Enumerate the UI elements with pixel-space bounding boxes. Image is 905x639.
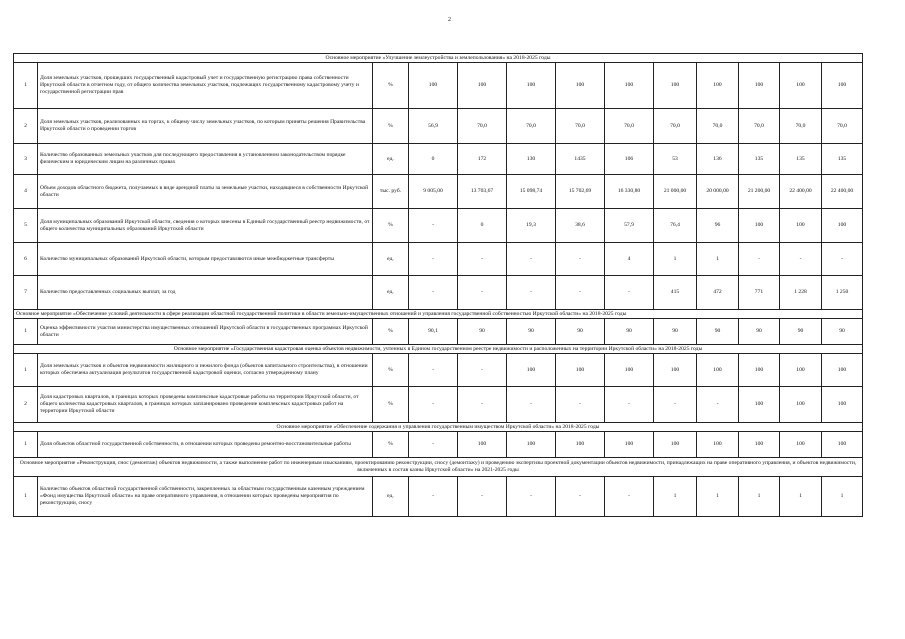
- value-cell: 70,0: [507, 109, 556, 144]
- row-number: 1: [14, 477, 38, 517]
- value-cell: 90: [605, 319, 654, 345]
- value-cell: 1: [822, 477, 863, 517]
- value-cell: -: [556, 276, 605, 310]
- value-cell: 70,0: [780, 109, 822, 144]
- value-cell: 100: [556, 63, 605, 109]
- unit-cell: %: [373, 209, 409, 243]
- value-cell: 100: [458, 432, 507, 458]
- unit-cell: тыс. руб.: [373, 175, 409, 209]
- value-cell: 90: [697, 319, 739, 345]
- value-cell: 4: [605, 243, 654, 276]
- table-row: [14, 209, 863, 243]
- value-cell: -: [458, 387, 507, 423]
- section-header-row: [14, 458, 863, 477]
- section-title: Основное мероприятие «Реконструкция, снос (демонтаж) объектов недвижимости, а также выполнение работ по инженерным изысканиям, проектированию реконструкции, сносу (демонтажу) и проведению экспертизы проектной документации объектов недвижимости, принадлежащих на праве оперативного управления, и объектов недвижимости, включенных в состав казны Иркутской области» на 2021-2025 годы: [14, 458, 863, 477]
- section-header-row: [14, 345, 863, 354]
- value-cell: 106: [605, 144, 654, 175]
- value-cell: 100: [780, 432, 822, 458]
- row-number: 1: [14, 63, 38, 109]
- indicator-name: Доля земельных участков, реализованных на торгах, к общему числу земельных участков, по которым приняты решения Правительства Иркутской области о проведении торгов: [38, 109, 373, 144]
- row-number: 5: [14, 209, 38, 243]
- value-cell: 100: [780, 209, 822, 243]
- table-row: [14, 387, 863, 423]
- value-cell: 771: [739, 276, 780, 310]
- indicator-name: Доля кадастровых кварталов, в границах которых проведены комплексные кадастровые работы на территории Иркутской области, от общего количества кадастровых кварталов, в границах которых запланировано проведение комплексных кадастровых работ на территории Иркутской области: [38, 387, 373, 423]
- section-header-row: [14, 310, 863, 319]
- value-cell: -: [822, 243, 863, 276]
- row-number: 3: [14, 144, 38, 175]
- value-cell: 1: [697, 243, 739, 276]
- value-cell: 90: [556, 319, 605, 345]
- page-number: 2: [448, 17, 451, 23]
- unit-cell: %: [373, 319, 409, 345]
- value-cell: 90: [507, 319, 556, 345]
- unit-cell: ед.: [373, 144, 409, 175]
- section-title: Основное мероприятие «Обеспечение содержания и управления государственным имуществом Иркутской области» на 2018-2025 годы: [14, 423, 863, 432]
- value-cell: 20 000,00: [697, 175, 739, 209]
- value-cell: 100: [507, 354, 556, 387]
- table-row: [14, 354, 863, 387]
- value-cell: 100: [507, 63, 556, 109]
- unit-cell: %: [373, 63, 409, 109]
- value-cell: 100: [556, 354, 605, 387]
- value-cell: 16 330,80: [605, 175, 654, 209]
- value-cell: -: [458, 243, 507, 276]
- value-cell: 100: [822, 387, 863, 423]
- section-header-row: [14, 423, 863, 432]
- value-cell: 9 005,00: [409, 175, 458, 209]
- indicator-name: Количество муниципальных образований Иркутской области, которым предоставляются иные межбюджетные трансферты: [38, 243, 373, 276]
- value-cell: -: [409, 432, 458, 458]
- value-cell: 1 228: [780, 276, 822, 310]
- value-cell: 100: [697, 63, 739, 109]
- value-cell: 100: [605, 432, 654, 458]
- value-cell: 100: [822, 354, 863, 387]
- value-cell: 70,0: [556, 109, 605, 144]
- value-cell: 172: [458, 144, 507, 175]
- value-cell: 1: [654, 243, 697, 276]
- value-cell: 1435: [556, 144, 605, 175]
- table-row: [14, 432, 863, 458]
- row-number: 7: [14, 276, 38, 310]
- value-cell: 130: [507, 144, 556, 175]
- value-cell: -: [605, 276, 654, 310]
- indicator-name: Объем доходов областного бюджета, получаемых в виде арендной платы за земельные участки, находящиеся в собственности Иркутской области: [38, 175, 373, 209]
- section-title: Основное мероприятие «Государственная кадастровая оценка объектов недвижимости, учтенных в Едином государственном реестре недвижимости и расположенных на территории Иркутской области» на 2018-2025 годы: [14, 345, 863, 354]
- value-cell: -: [556, 387, 605, 423]
- indicator-name: Количество образованных земельных участков для последующего предоставления в установленном законодательством порядке физическим и юридическим лицам на различных правах: [38, 144, 373, 175]
- indicator-name: Доля объектов областной государственной собственности, в отношении которых проведены ремонтно-восстановительные работы: [38, 432, 373, 458]
- value-cell: -: [507, 243, 556, 276]
- value-cell: 70,0: [739, 109, 780, 144]
- value-cell: -: [780, 243, 822, 276]
- value-cell: 90: [654, 319, 697, 345]
- value-cell: 100: [739, 209, 780, 243]
- value-cell: -: [507, 387, 556, 423]
- table-row: [14, 109, 863, 144]
- value-cell: 96: [697, 209, 739, 243]
- unit-cell: ед.: [373, 276, 409, 310]
- table-row: [14, 477, 863, 517]
- value-cell: 100: [822, 209, 863, 243]
- value-cell: -: [409, 243, 458, 276]
- value-cell: 135: [780, 144, 822, 175]
- value-cell: -: [409, 354, 458, 387]
- value-cell: 13 703,67: [458, 175, 507, 209]
- value-cell: 70,0: [822, 109, 863, 144]
- value-cell: 100: [507, 432, 556, 458]
- value-cell: 70,0: [654, 109, 697, 144]
- row-number: 1: [14, 354, 38, 387]
- value-cell: 100: [780, 387, 822, 423]
- indicator-name: Доля земельных участков и объектов недвижимости жилищного и нежилого фонда (объектов капитального строительства), в отношении которых обеспечена актуализация результатов государственной кадастровой оценки, согласно утвержденному плану: [38, 354, 373, 387]
- indicators-table: [13, 53, 863, 517]
- value-cell: 70,0: [697, 109, 739, 144]
- value-cell: 135: [739, 144, 780, 175]
- value-cell: 0: [409, 144, 458, 175]
- value-cell: 100: [780, 63, 822, 109]
- value-cell: 100: [739, 387, 780, 423]
- value-cell: -: [556, 477, 605, 517]
- row-number: 1: [14, 319, 38, 345]
- indicator-name: Доля земельных участков, прошедших государственный кадастровый учет и государственную регистрацию права собственности Иркутской области в отчетном году, от общего количества земельных участков, подлежащих государственному кадастровому учету и государственной регистрации прав: [38, 63, 373, 109]
- value-cell: -: [458, 276, 507, 310]
- value-cell: 70,0: [605, 109, 654, 144]
- value-cell: 100: [654, 63, 697, 109]
- table-row: [14, 319, 863, 345]
- value-cell: 76,4: [654, 209, 697, 243]
- value-cell: 100: [697, 432, 739, 458]
- value-cell: 22 400,00: [780, 175, 822, 209]
- value-cell: 100: [654, 354, 697, 387]
- unit-cell: %: [373, 432, 409, 458]
- value-cell: 90: [739, 319, 780, 345]
- value-cell: 135: [822, 144, 863, 175]
- value-cell: 100: [739, 354, 780, 387]
- value-cell: 136: [697, 144, 739, 175]
- value-cell: -: [605, 387, 654, 423]
- value-cell: 90,1: [409, 319, 458, 345]
- value-cell: 472: [697, 276, 739, 310]
- indicator-name: Количество объектов областной государственной собственности, закрепленных за областным государственным казенным учреждением «Фонд имущества Иркутской области» на праве оперативного управления, в отношении которых проведены мероприятия по реконструкции, сносу: [38, 477, 373, 517]
- table-row: [14, 276, 863, 310]
- unit-cell: ед.: [373, 477, 409, 517]
- value-cell: 100: [697, 354, 739, 387]
- section-header-row: [14, 54, 863, 63]
- value-cell: 100: [605, 354, 654, 387]
- value-cell: 100: [780, 354, 822, 387]
- value-cell: 56,9: [409, 109, 458, 144]
- value-cell: 15 702,69: [556, 175, 605, 209]
- indicator-name: Доля муниципальных образований Иркутской области, сведения о которых внесены в Единый государственный реестр недвижимости, от общего количества муниципальных образований Иркутской области: [38, 209, 373, 243]
- value-cell: 90: [458, 319, 507, 345]
- table-body: [14, 54, 863, 517]
- table-row: [14, 144, 863, 175]
- unit-cell: %: [373, 109, 409, 144]
- value-cell: 57,9: [605, 209, 654, 243]
- value-cell: 0: [458, 209, 507, 243]
- value-cell: -: [409, 477, 458, 517]
- table-row: [14, 63, 863, 109]
- row-number: 4: [14, 175, 38, 209]
- unit-cell: %: [373, 387, 409, 423]
- value-cell: 100: [822, 432, 863, 458]
- value-cell: 15 098,74: [507, 175, 556, 209]
- table-row: [14, 175, 863, 209]
- section-title: Основное мероприятие «Обеспечение условий деятельности в сфере реализации областной государственной политики в области земельно-имущественных отношений и управления государственной собственностью Иркутской области» на 2018-2025 годы: [14, 310, 863, 319]
- value-cell: -: [654, 387, 697, 423]
- value-cell: 22 400,00: [822, 175, 863, 209]
- value-cell: 1: [654, 477, 697, 517]
- unit-cell: ед.: [373, 243, 409, 276]
- value-cell: -: [409, 387, 458, 423]
- value-cell: 100: [739, 63, 780, 109]
- unit-cell: %: [373, 354, 409, 387]
- value-cell: 1: [739, 477, 780, 517]
- value-cell: -: [507, 276, 556, 310]
- value-cell: -: [556, 243, 605, 276]
- value-cell: 1: [697, 477, 739, 517]
- value-cell: -: [605, 477, 654, 517]
- value-cell: 19,3: [507, 209, 556, 243]
- indicator-name: Оценка эффективности участия министерства имущественных отношений Иркутской области в государственных программах Иркутской области: [38, 319, 373, 345]
- value-cell: 415: [654, 276, 697, 310]
- value-cell: 100: [556, 432, 605, 458]
- value-cell: 1 250: [822, 276, 863, 310]
- table-row: [14, 243, 863, 276]
- indicator-name: Количество предоставленных социальных выплат, за год: [38, 276, 373, 310]
- row-number: 2: [14, 109, 38, 144]
- value-cell: 21 200,00: [739, 175, 780, 209]
- value-cell: -: [409, 209, 458, 243]
- value-cell: 100: [458, 63, 507, 109]
- value-cell: 100: [739, 432, 780, 458]
- section-title: Основное мероприятие «Улучшение землеустройства и землепользования» на 2018-2025 годы: [14, 54, 863, 63]
- value-cell: 1: [780, 477, 822, 517]
- row-number: 2: [14, 387, 38, 423]
- value-cell: 100: [409, 63, 458, 109]
- value-cell: -: [507, 477, 556, 517]
- value-cell: -: [458, 477, 507, 517]
- value-cell: 38,6: [556, 209, 605, 243]
- value-cell: 21 000,00: [654, 175, 697, 209]
- row-number: 1: [14, 432, 38, 458]
- value-cell: 100: [605, 63, 654, 109]
- value-cell: 70,0: [458, 109, 507, 144]
- value-cell: 53: [654, 144, 697, 175]
- value-cell: -: [458, 354, 507, 387]
- value-cell: 100: [654, 432, 697, 458]
- value-cell: 100: [822, 63, 863, 109]
- value-cell: 90: [822, 319, 863, 345]
- value-cell: -: [739, 243, 780, 276]
- value-cell: -: [697, 387, 739, 423]
- row-number: 6: [14, 243, 38, 276]
- value-cell: -: [409, 276, 458, 310]
- value-cell: 90: [780, 319, 822, 345]
